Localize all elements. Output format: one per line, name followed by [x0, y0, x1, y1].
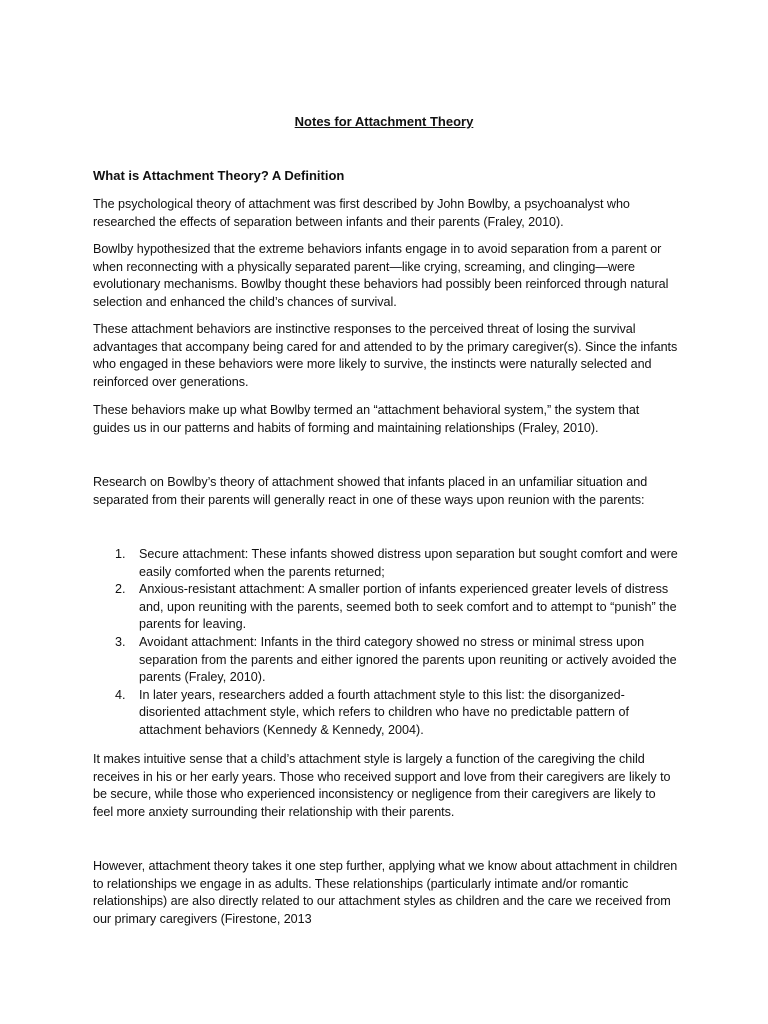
list-item: [93, 581, 678, 634]
list-item-text: Anxious-resistant attachment: A smaller portion of infants experienced greater levels of distress and, upon reuniting with the parents, seemed both to seek comfort and to attempt to “punish” the parents for leaving.: [139, 582, 677, 632]
list-number: 2.: [115, 582, 126, 597]
list-item: [93, 634, 678, 687]
list-number: 3.: [115, 634, 126, 649]
paragraph-3: These attachment behaviors are instinctive responses to the perceived threat of losing the survival advantages that accompany being cared for and attended to by the primary caregiver(s). Since the infants who engaged in these behaviors were more likely to survive, the instincts were naturally selected and reinforced over generations.: [93, 322, 678, 389]
paragraph-1: The psychological theory of attachment was first described by John Bowlby, a psychoanalyst who researched the effects of separation between infants and their parents (Fraley, 2010).: [93, 197, 630, 229]
list-number: 4.: [115, 687, 126, 702]
paragraph-5: Research on Bowlby’s theory of attachment showed that infants placed in an unfamiliar situation and separated from their parents will generally react in one of these ways upon reunion with the parents:: [93, 475, 648, 507]
list-item-text: Secure attachment: These infants showed distress upon separation but sought comfort and were easily comforted when the parents returned;: [139, 547, 678, 579]
document-title: Notes for Attachment Theory: [294, 114, 474, 129]
list-item-text: Avoidant attachment: Infants in the third category showed no stress or minimal stress upon separation from the parents and either ignored the parents upon reuniting or actively avoided the parents (Fraley, 2010).: [139, 634, 677, 685]
list-number: 1.: [115, 547, 126, 561]
paragraph-4: These behaviors make up what Bowlby termed an “attachment behavioral system,” the system that guides us in our patterns and habits of forming and maintaining relationships (Fraley, 2010).: [93, 403, 640, 435]
section-heading: What is Attachment Theory? A Definition: [93, 168, 345, 183]
list-item: [93, 546, 678, 581]
paragraph-7: However, attachment theory takes it one step further, applying what we know about attachment in children to relationships we engage in as adults. These relationships (particularly intimate and/or romantic relationships) are also directly related to our attachment styles as children and the care we received from our primary caregivers (Firestone, 2013: [93, 859, 678, 926]
paragraph-2: Bowlby hypothesized that the extreme behaviors infants engage in to avoid separation from a parent or when reconnecting with a physically separated parent—like crying, screaming, and clinging—were evolutionary mechanisms. Bowlby thought these behaviors had possibly been reinforced through natural selection and enhanced the child’s chances of survival.: [93, 242, 669, 309]
paragraph-6: It makes intuitive sense that a child’s attachment style is largely a function of the caregiving the child receives in his or her early years. Those who received support and love from their caregivers are likely to be secure, while those who experienced inconsistency or negligence from their caregivers are likely to feel more anxiety surrounding their relationship with their parents.: [93, 752, 671, 819]
list-item-text: In later years, researchers added a fourth attachment style to this list: the disorganized-disoriented attachment style, which refers to children who have no predictable pattern of attachment behaviors (Kennedy & Kennedy, 2004).: [139, 687, 630, 737]
list-item: [93, 687, 678, 740]
attachment-styles-list: [93, 546, 678, 740]
